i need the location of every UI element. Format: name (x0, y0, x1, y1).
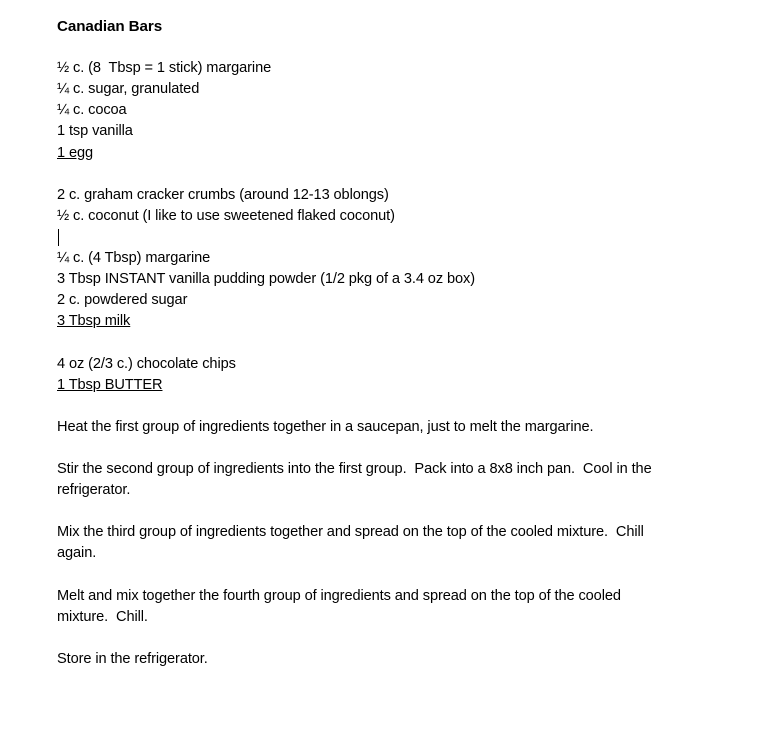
instruction-line[interactable]: Melt and mix together the fourth group of ingredients and spread on the top of the cooled (57, 587, 621, 604)
blank-line[interactable] (57, 628, 766, 649)
blank-line[interactable] (57, 332, 766, 353)
ingredient-line[interactable]: 1 egg (57, 144, 94, 161)
instruction-line[interactable]: again. (57, 545, 97, 562)
ingredient-line[interactable]: ½ c. (8 Tbsp = 1 stick) margarine (57, 60, 272, 77)
blank-line[interactable] (57, 164, 766, 185)
instruction-line[interactable]: refrigerator. (57, 482, 131, 499)
ingredient-line[interactable]: 4 oz (2/3 c.) chocolate chips (57, 355, 236, 372)
ingredient-line[interactable]: ¼ c. cocoa (57, 102, 127, 119)
instruction-line[interactable]: mixture. Chill. (57, 608, 148, 625)
ingredient-line[interactable]: 2 c. graham cracker crumbs (around 12-13 oblongs) (57, 186, 389, 203)
ingredient-line[interactable]: ¼ c. sugar, granulated (57, 81, 200, 98)
ingredient-line[interactable]: ¼ c. (4 Tbsp) margarine (57, 250, 211, 267)
blank-line[interactable] (57, 396, 766, 417)
caret-line[interactable] (57, 227, 766, 248)
document-edit-area[interactable] (57, 16, 766, 670)
blank-line[interactable] (57, 37, 766, 58)
blank-line[interactable] (57, 438, 766, 459)
instruction-line[interactable]: Stir the second group of ingredients into the first group. Pack into a 8x8 inch pan. Cool in the (57, 460, 652, 477)
blank-line[interactable] (57, 564, 766, 585)
instruction-line[interactable]: Mix the third group of ingredients together and spread on the top of the cooled mixture. Chill (57, 524, 644, 541)
ingredient-line[interactable]: 1 tsp vanilla (57, 123, 133, 140)
ingredient-line[interactable]: 1 Tbsp BUTTER (57, 376, 163, 393)
ingredient-line[interactable]: 2 c. powdered sugar (57, 292, 188, 309)
text-cursor (58, 229, 60, 246)
blank-line[interactable] (57, 501, 766, 522)
ingredient-line[interactable]: 3 Tbsp milk (57, 313, 131, 330)
ingredient-line[interactable]: ½ c. coconut (I like to use sweetened flaked coconut) (57, 207, 395, 224)
instruction-line[interactable]: Store in the refrigerator. (57, 650, 208, 667)
ingredient-line[interactable]: 3 Tbsp INSTANT vanilla pudding powder (1/2 pkg of a 3.4 oz box) (57, 271, 475, 288)
recipe-title[interactable]: Canadian Bars (57, 18, 163, 35)
instruction-line[interactable]: Heat the first group of ingredients together in a saucepan, just to melt the margarine. (57, 418, 594, 435)
